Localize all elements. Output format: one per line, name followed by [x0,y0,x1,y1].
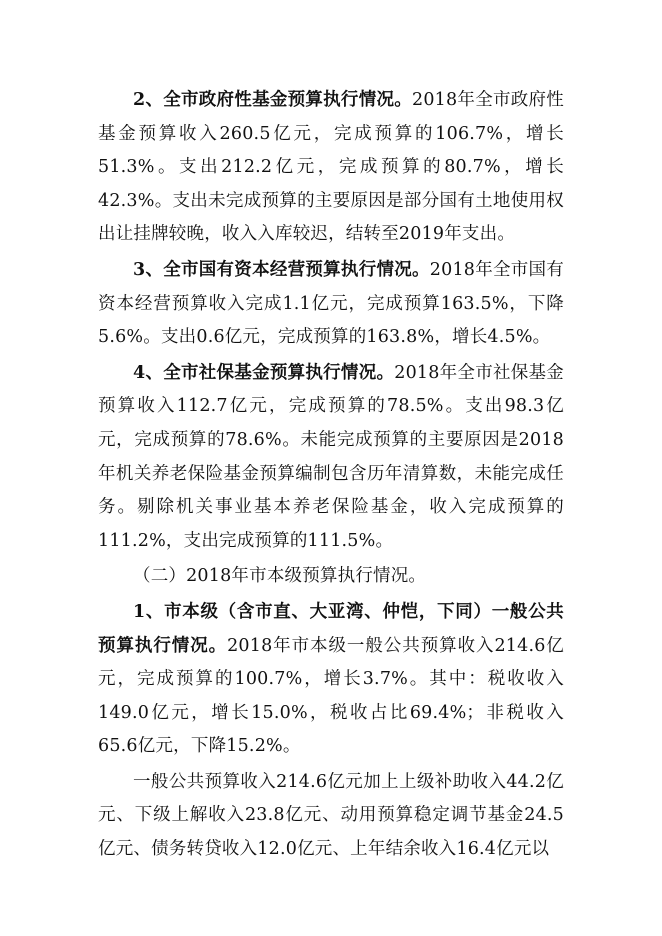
heading-state-capital: 3、全市国有资本经营预算执行情况。 [133,259,430,280]
document-page [98,84,564,867]
paragraph-revenue-sources: 一般公共预算收入214.6亿元加上上级补助收入44.2亿元、下级上解收入23.8亿元、动用预算稳定调节基金24.5亿元、债务转贷收入12.0亿元、上年结余收入16.4亿元以 [98,771,564,860]
heading-city-general-budget: 1、市本级（含市直、大亚湾、仲恺，下同）一般公共预算执行情况。 [98,601,564,656]
paragraph-city-general-budget [98,596,564,764]
body-social-security: 2018年全市社保基金预算收入112.7亿元，完成预算的78.5%。支出98.3亿元，完成预算的78.6%。未能完成预算的主要原因是2018年机关养老保险基金预算编制包含历年清算数，未能完成任务。剔除机关事业基本养老保险基金，收入完成预算的111.2%，支出完成预算的111.5%。 [98,362,564,551]
paragraph-government-fund [98,84,564,252]
body-city-general-budget: 2018年市本级一般公共预算收入214.6亿元，完成预算的100.7%，增长3.7%。其中：税收收入149.0亿元，增长15.0%，税收占比69.4%；非税收入65.6亿元，下降15.2%。 [98,635,564,757]
heading-social-security: 4、全市社保基金预算执行情况。 [133,362,395,383]
section-heading-city-level: （二）2018年市本级预算执行情况。 [133,566,427,587]
paragraph-social-security [98,357,564,559]
body-government-fund: 2018年全市政府性基金预算收入260.5亿元，完成预算的106.7%，增长51.3%。支出212.2亿元，完成预算的80.7%，增长42.3%。支出未完成预算的主要原因是部分国有土地使用权出让挂牌较晚，收入入库较迟，结转至2019年支出。 [98,90,564,245]
paragraph-state-capital [98,254,564,355]
heading-government-fund: 2、全市政府性基金预算执行情况。 [133,90,413,110]
body-state-capital: 2018年全市国有资本经营预算收入完成1.1亿元，完成预算163.5%，下降5.6%。支出0.6亿元，完成预算的163.8%，增长4.5%。 [98,259,564,348]
